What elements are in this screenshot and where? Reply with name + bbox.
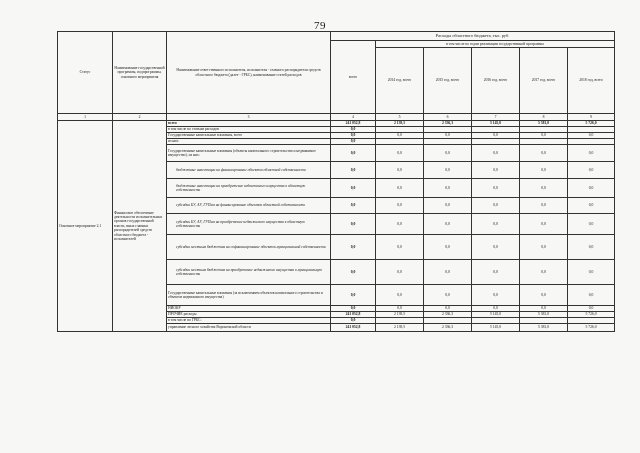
row-label: из них: xyxy=(167,139,331,145)
value-cell: 5 145,0 xyxy=(472,121,520,127)
value-cell: 2 139,5 xyxy=(376,312,424,318)
value-cell: 0,0 xyxy=(520,260,568,285)
value-cell: 0,0 xyxy=(376,235,424,260)
value-cell: 0,0 xyxy=(376,179,424,198)
value-cell: 5 726,0 xyxy=(568,312,615,318)
value-cell: 0,0 xyxy=(331,260,376,285)
row-label: НИОКР xyxy=(167,306,331,312)
value-cell: 0,0 xyxy=(376,306,424,312)
value-cell: 241 052,8 xyxy=(331,312,376,318)
column-number-row xyxy=(58,114,615,121)
row-label: ПРОЧИЕ расходы xyxy=(167,312,331,318)
value-cell: 0,0 xyxy=(331,235,376,260)
value-cell: 0,0 xyxy=(376,145,424,162)
value-cell: 0,0 xyxy=(472,235,520,260)
value-cell: 5 145,0 xyxy=(472,324,520,332)
value-cell: 0,0 xyxy=(424,285,472,306)
value-cell: 241 052,8 xyxy=(331,121,376,127)
value-cell: 2 139,5 xyxy=(376,121,424,127)
value-cell: 5 381,0 xyxy=(520,312,568,318)
value-cell: 2 336,3 xyxy=(424,312,472,318)
value-cell: 0,0 xyxy=(568,198,615,214)
col-number: 6 xyxy=(424,114,472,121)
row-label: субсидии местным бюджетам на приобретение недвижимого имущества в муниципальную собственность xyxy=(167,260,331,285)
value-cell: 0,0 xyxy=(376,133,424,139)
value-cell: 0,0 xyxy=(331,198,376,214)
value-cell: 0,0 xyxy=(331,306,376,312)
header-year-2015: 2015 год, всего xyxy=(424,48,472,114)
col-number: 9 xyxy=(568,114,615,121)
value-cell: 2 139,5 xyxy=(376,324,424,332)
value-cell: 5 381,0 xyxy=(520,324,568,332)
value-cell: 0,0 xyxy=(472,162,520,179)
header-by-years: в том числе по годам реализации государственной программы xyxy=(376,41,615,48)
value-cell: 0,0 xyxy=(331,179,376,198)
row-label: субсидии БУ, АУ, ГУПам на финансирование объектов областной собственности xyxy=(167,198,331,214)
value-cell: 5 145,0 xyxy=(472,312,520,318)
row-label: Государственные капитальные вложения (объекты капитального строительства и недвижимое имущество), из них: xyxy=(167,145,331,162)
value-cell: 0,0 xyxy=(331,318,376,324)
value-cell: 0,0 xyxy=(424,260,472,285)
status-cell: Основное мероприятие 2.1 xyxy=(58,121,113,332)
col-number: 4 xyxy=(331,114,376,121)
value-cell: 0,0 xyxy=(568,133,615,139)
value-cell: 0,0 xyxy=(424,214,472,235)
header-status: Статус xyxy=(58,32,113,114)
value-cell: 0,0 xyxy=(472,145,520,162)
value-cell: 0,0 xyxy=(472,306,520,312)
value-cell: 0,0 xyxy=(376,285,424,306)
header-budget: Расходы областного бюджета, тыс. руб. xyxy=(331,32,615,41)
value-cell: 0,0 xyxy=(568,179,615,198)
value-cell: 0,0 xyxy=(331,127,376,133)
row-label: всего xyxy=(167,121,331,127)
value-cell: 0,0 xyxy=(520,214,568,235)
value-cell: 0,0 xyxy=(424,133,472,139)
value-cell: 0,0 xyxy=(424,235,472,260)
value-cell: 0,0 xyxy=(331,214,376,235)
col-number: 7 xyxy=(472,114,520,121)
value-cell: 2 336,3 xyxy=(424,121,472,127)
value-cell: 0,0 xyxy=(472,179,520,198)
value-cell: 0,0 xyxy=(520,133,568,139)
row-label: субсидии местным бюджетам на софинансирование объектов муниципальной собственности xyxy=(167,235,331,260)
value-cell: 0,0 xyxy=(424,145,472,162)
table-body xyxy=(58,32,615,332)
value-cell: 0,0 xyxy=(520,285,568,306)
col-number: 5 xyxy=(376,114,424,121)
header-total: всего xyxy=(331,41,376,114)
value-cell: 0,0 xyxy=(568,260,615,285)
value-cell: 0,0 xyxy=(376,214,424,235)
row-label: управление лесного хозяйства Воронежской области xyxy=(167,324,331,332)
row-label: бюджетные инвестиции на финансирование объектов областной собственности xyxy=(167,162,331,179)
value-cell: 0,0 xyxy=(331,285,376,306)
value-cell: 0,0 xyxy=(424,179,472,198)
value-cell: 0,0 xyxy=(424,162,472,179)
budget-table xyxy=(57,31,615,332)
value-cell: 0,0 xyxy=(424,306,472,312)
value-cell: 5 726,0 xyxy=(568,121,615,127)
col-number: 2 xyxy=(113,114,167,121)
value-cell: 0,0 xyxy=(331,162,376,179)
header-year-2017: 2017 год, всего xyxy=(520,48,568,114)
value-cell: 0,0 xyxy=(376,162,424,179)
value-cell: 0,0 xyxy=(520,162,568,179)
value-cell: 0,0 xyxy=(568,214,615,235)
value-cell: 0,0 xyxy=(568,145,615,162)
header-program-name: Наименование государственной программы, подпрограммы, основного мероприятия xyxy=(113,32,167,114)
header-year-2014: 2014 год, всего xyxy=(376,48,424,114)
value-cell: 0,0 xyxy=(472,260,520,285)
value-cell: 0,0 xyxy=(472,133,520,139)
value-cell: 5 726,0 xyxy=(568,324,615,332)
row-label: в том числе по статьям расходов xyxy=(167,127,331,133)
value-cell: 0,0 xyxy=(520,145,568,162)
header-year-2018: 2018 год, всего xyxy=(568,48,615,114)
page-number: 79 xyxy=(314,20,326,32)
value-cell: 0,0 xyxy=(568,306,615,312)
value-cell: 0,0 xyxy=(520,198,568,214)
row-label: бюджетные инвестиции на приобретение недвижимого имущества в областную собственность xyxy=(167,179,331,198)
col-number: 3 xyxy=(167,114,331,121)
value-cell: 0,0 xyxy=(331,145,376,162)
col-number: 1 xyxy=(58,114,113,121)
row-label: Государственные капитальные вложения (за исключением объектов капитального строительства и объектов недвижимого имущества) xyxy=(167,285,331,306)
value-cell: 0,0 xyxy=(331,133,376,139)
row-label: в том числе по ГРБС: xyxy=(167,318,331,324)
header-executor: Наименование ответственного исполнителя, исполнителя - главного распорядителя средств областного бюджета (далее - ГРБС), наименование статей расходов xyxy=(167,32,331,114)
value-cell: 2 336,3 xyxy=(424,324,472,332)
header-year-2016: 2016 год, всего xyxy=(472,48,520,114)
value-cell: 0,0 xyxy=(568,235,615,260)
value-cell: 0,0 xyxy=(568,285,615,306)
value-cell: 0,0 xyxy=(331,139,376,145)
value-cell: 0,0 xyxy=(376,260,424,285)
header-row-1 xyxy=(58,32,615,41)
value-cell: 0,0 xyxy=(472,285,520,306)
value-cell: 241 052,8 xyxy=(331,324,376,332)
value-cell: 0,0 xyxy=(472,198,520,214)
value-cell: 5 381,0 xyxy=(520,121,568,127)
row-label: субсидии БУ, АУ, ГУПам на приобретение недвижимого имущества в областную собственность xyxy=(167,214,331,235)
value-cell: 0,0 xyxy=(568,162,615,179)
value-cell: 0,0 xyxy=(424,198,472,214)
value-cell: 0,0 xyxy=(376,198,424,214)
program-cell: Финансовое обеспечение деятельности исполнительных органов государственной власти, иных главных распорядителей средств областного бюджета - исполнителей xyxy=(113,121,167,332)
row-label: Государственные капитальные вложения, всего xyxy=(167,133,331,139)
value-cell: 0,0 xyxy=(520,306,568,312)
value-cell: 0,0 xyxy=(520,235,568,260)
value-cell: 0,0 xyxy=(520,179,568,198)
col-number: 8 xyxy=(520,114,568,121)
value-cell: 0,0 xyxy=(472,214,520,235)
